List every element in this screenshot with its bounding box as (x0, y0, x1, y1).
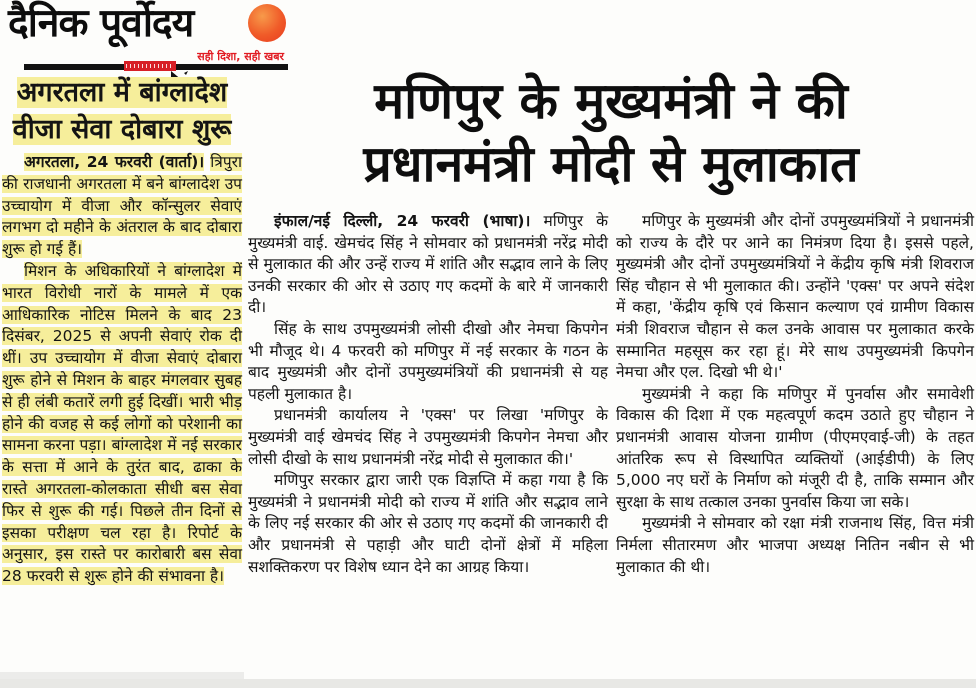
left-article-headline (2, 74, 242, 148)
left-article-paragraph-1 (2, 152, 242, 261)
col1-para1-text: मणिपुर के मुख्यमंत्री वाई. खेमचंद सिंह ने सोमवार को प्रधानमंत्री नरेंद्र मोदी से मुलाकात की और उन्हें राज्य में शांति और सद्भाव लाने के लिए उनकी सरकार की ओर से उठाए गए कदमों के बारे में जानकारी दी। (248, 212, 609, 317)
col2-paragraph-3: मुख्यमंत्री ने सोमवार को रक्षा मंत्री राजनाथ सिंह, वित्त मंत्री निर्मला सीतारमण और भाजपा अध्यक्ष नितिन नबीन से भी मुलाकात की थी। (616, 514, 974, 576)
article-column-1 (248, 211, 608, 578)
scan-artifact-bottom (0, 679, 976, 688)
masthead-tagline: सही दिशा, सही खबर (197, 50, 284, 63)
col1-paragraph-4: मणिपुर सरकार द्वारा जारी एक विज्ञप्ति में कहा गया है कि मुख्यमंत्री ने प्रधानमंत्री मोदी को राज्य में शांति और सद्भाव लाने के लिए नई सरकार की ओर से उठाए गए कदमों की जानकारी दी और प्रधानमंत्री से पहाड़ी और घाटी दोनों क्षेत्रों में महिला सशक्तिकरण पर विशेष ध्यान देने का आग्रह किया। (248, 471, 608, 576)
left-article-para2-text: मिशन के अधिकारियों ने बांग्लादेश में भारत विरोधी नारों के मामले में एक आधिकारिक नोटिस मिलने के बाद 23 दिसंबर, 2025 से अपनी सेवाएं रोक दी थीं। उप उच्चायोग में वीजा सेवाएं दोबारा शुरू होने से मिशन के बाहर मंगलवार सुबह से ही लंबी कतारें लगी हुई दिखीं। भारी भीड़ होने की वजह से कई लोगों को परेशानी का सामना करना पड़ा। बांग्लादेश में नई सरकार के सत्ता में आने के तुरंत बाद, ढाका के रास्ते अगरतला-कोलकाता सीधी बस सेवा फिर से शुरू की गई। पिछले तीन दिनों से इसका परीक्षण चल रहा है। रिपोर्ट के अनुसार, इस रास्ते पर कारोबारी बस सेवा 28 फरवरी से शुरू होने की संभावना है। (2, 261, 242, 586)
left-article-paragraph-2 (2, 261, 242, 588)
col1-paragraph-2: सिंह के साथ उपमुख्यमंत्री लोसी दीखो और नेमचा किपगेन भी मौजूद थे। 4 फरवरी को मणिपुर में नई सरकार के गठन के बाद मुख्यमंत्री और दोनों उपमुख्यमंत्रियों की प्रधानमंत्री से यह पहली मुलाकात है। (248, 319, 608, 403)
newspaper-logo: दैनिक पूर्वोदय (8, 1, 194, 46)
main-headline (250, 70, 972, 196)
left-article-para1-text: त्रिपुरा की राजधानी अगरतला में बने बांग्लादेश उप उच्चायोग में वीजा और कॉन्सुलर सेवाएं लगभग दो महीने के अंतराल के बाद दोबारा शुरू हो गई हैं। (2, 153, 242, 259)
col1-paragraph-1 (248, 211, 608, 319)
left-article-body (2, 152, 242, 588)
col1-paragraph-3: प्रधानमंत्री कार्यालय ने 'एक्स' पर लिखा 'मणिपुर के मुख्यमंत्री वाई खेमचंद सिंह ने उपमुख्यमंत्री किपगेन नेमचा और लोसी दीखो के साथ प्रधानमंत्री नरेंद्र मोदी से मुलाकात की।' (248, 406, 608, 468)
left-article (2, 74, 242, 588)
left-article-dateline: अगरतला, 24 फरवरी (वार्ता)। (24, 153, 205, 171)
main-headline-line1: मणिपुर के मुख्यमंत्री ने की (374, 72, 848, 130)
col2-paragraph-1: मणिपुर के मुख्यमंत्री और दोनों उपमुख्यमंत्रियों ने प्रधानमंत्री को राज्य के दौरे पर आने का निमंत्रण दिया है। इससे पहले, मुख्यमंत्री और दोनों उपमुख्यमंत्रियों ने केंद्रीय कृषि मंत्री शिवराज सिंह चौहान से भी मुलाकात की। उन्होंने 'एक्स' पर अपने संदेश में कहा, 'केंद्रीय कृषि एवं किसान कल्याण एवं ग्रामीण विकास मंत्री शिवराज चौहान से कल उनके आवास पर मुलाकात करके सम्मानित महसूस कर रहा हूं। मेरे साथ उपमुख्यमंत्री किपगेन नेमचा और एल. दिखो भी थे।' (616, 212, 974, 382)
article-column-2 (616, 211, 974, 578)
col1-dateline: इंफाल/नई दिल्ली, 24 फरवरी (भाषा)। (274, 212, 531, 230)
col2-paragraph-2: मुख्यमंत्री ने कहा कि मणिपुर में पुनर्वास और समावेशी विकास की दिशा में एक महत्वपूर्ण कदम उठाते हुए चौहान ने प्रधानमंत्री आवास योजना ग्रामीण (पीएमएवाई-जी) के तहत आंतरिक रूप से विस्थापित व्यक्तियों (आईडीपी) के लिए 5,000 नए घरों के निर्माण को मंजूरी दी है, ताकि सम्मान और सुरक्षा के साथ तत्काल उनका पुनर्वास किया जा सके। (616, 384, 974, 511)
left-headline-text: अगरतला में बांग्लादेश वीजा सेवा दोबारा शुरू (12, 77, 232, 145)
main-headline-line2: प्रधानमंत्री मोदी से मुलाकात (363, 135, 859, 193)
